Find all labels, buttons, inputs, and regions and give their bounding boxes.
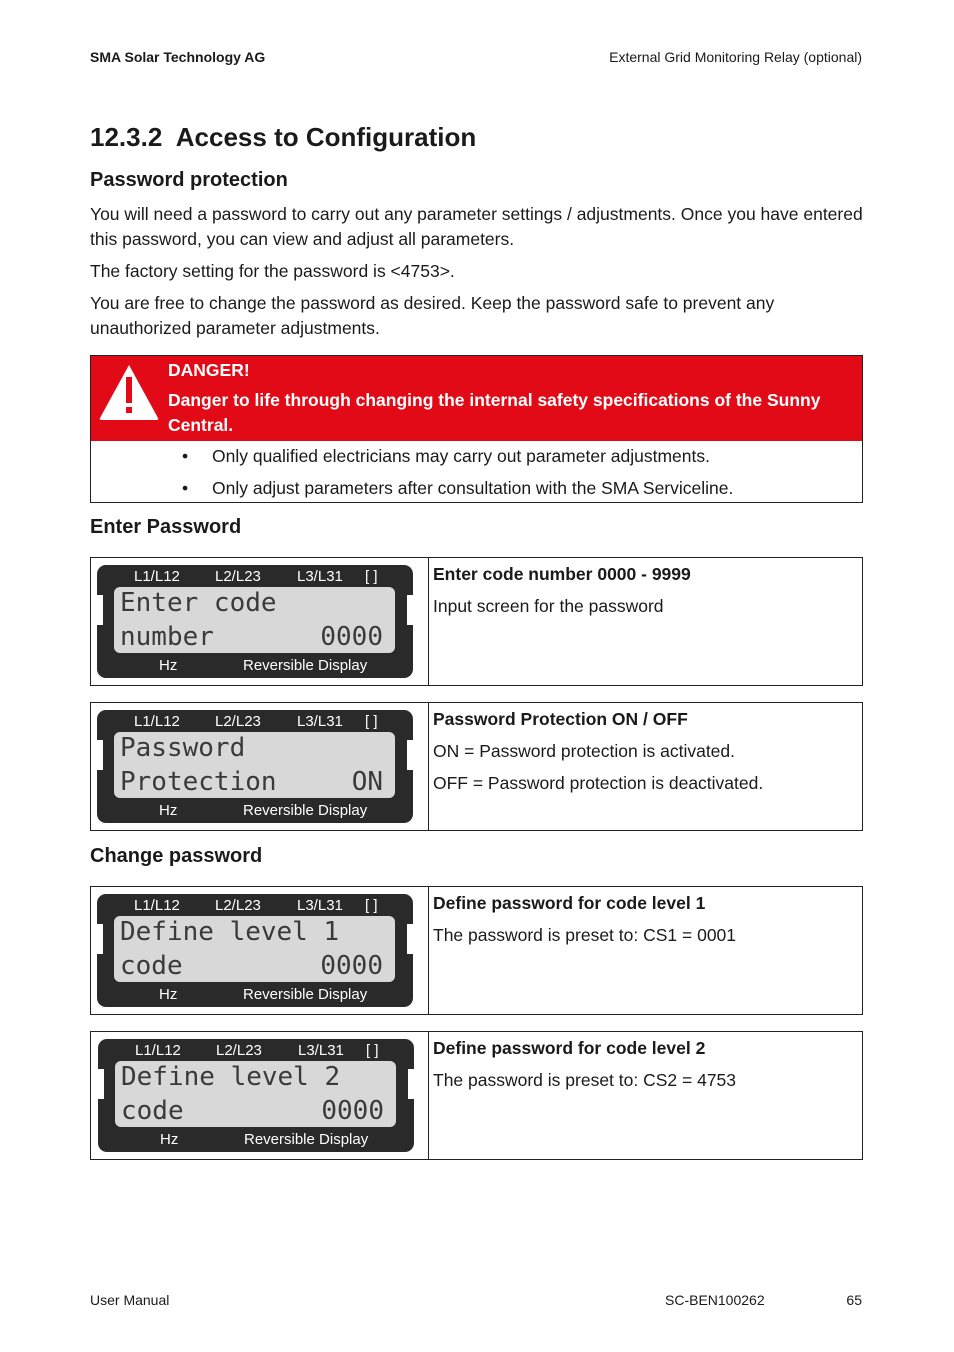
phase-label: L2/L23	[215, 568, 261, 585]
display-side-marker	[97, 595, 103, 625]
display-side-marker	[408, 1069, 414, 1099]
subheading-password-protection: Password protection	[90, 169, 288, 191]
description-title: Define password for code level 2	[433, 1038, 706, 1058]
reversible-display-label: Reversible Display	[243, 657, 368, 674]
panel-define-level-1	[90, 886, 863, 1015]
description-cell	[433, 707, 858, 795]
header-chapter: External Grid Monitoring Relay (optional)	[609, 49, 862, 65]
description-cell	[433, 562, 858, 618]
paragraph-change-password: You are free to change the password as desired. Keep the password safe to prevent any unauthorized parameter adjustments.	[90, 293, 775, 338]
panel-enter-code	[90, 557, 863, 686]
reversible-display-label: Reversible Display	[243, 986, 368, 1003]
description-line: ON = Password protection is activated.	[433, 741, 736, 761]
display-cell	[91, 703, 429, 830]
description-title: Password Protection ON / OFF	[433, 709, 688, 729]
footer-doc-id: SC-BEN100262	[665, 1292, 765, 1308]
danger-list-item: • Only qualified electricians may carry out parameter adjustments.	[91, 444, 862, 476]
lcd-line-2-value: 0000	[320, 951, 383, 981]
description-line: The password is preset to: CS1 = 0001	[433, 925, 737, 945]
display-phase-row	[97, 897, 413, 917]
hz-label: Hz	[159, 657, 178, 674]
phase-bracket: [ ]	[366, 1042, 379, 1059]
header-company: SMA Solar Technology AG	[90, 49, 266, 65]
lcd-line-2-text: code	[120, 951, 183, 981]
hz-label: Hz	[160, 1131, 179, 1148]
description-line: Input screen for the password	[433, 596, 664, 616]
display-cell	[91, 1032, 429, 1159]
lcd-line-1: Define level 2	[121, 1062, 341, 1092]
lcd-screen	[114, 732, 395, 798]
footer-doc-type: User Manual	[90, 1292, 170, 1308]
phase-bracket: [ ]	[365, 713, 378, 730]
display-side-marker	[407, 740, 413, 770]
lcd-line-1: Enter code	[120, 588, 277, 618]
display-bottom-row	[97, 986, 413, 1006]
lcd-line-2	[121, 1095, 384, 1127]
phase-label: L3/L31	[297, 568, 343, 585]
display-cell	[91, 558, 429, 685]
display-side-marker	[97, 740, 103, 770]
subheading-change-password: Change password	[90, 845, 263, 867]
phase-label: L1/L12	[135, 1042, 181, 1059]
display-phase-row	[97, 568, 413, 588]
subheading-enter-password: Enter Password	[90, 516, 242, 538]
phase-bracket: [ ]	[365, 568, 378, 585]
lcd-display	[97, 710, 413, 823]
lcd-display	[98, 1039, 414, 1152]
lcd-screen	[114, 587, 395, 653]
lcd-line-2-text: code	[121, 1096, 184, 1126]
lcd-display	[97, 894, 413, 1007]
lcd-line-2	[120, 621, 383, 653]
description-title: Enter code number 0000 - 9999	[433, 564, 691, 584]
display-cell	[91, 887, 429, 1014]
lcd-line-1: Define level 1	[120, 917, 340, 947]
description-title: Define password for code level 1	[433, 893, 706, 913]
lcd-line-2-value: ON	[351, 767, 383, 797]
paragraph-factory-setting: The factory setting for the password is <4753>.	[90, 261, 455, 281]
paragraph-password-needed: You will need a password to carry out any parameter settings / adjustments. Once you have entered this password, you can view and adjust all parameters.	[90, 204, 863, 249]
panel-password-protection	[90, 702, 863, 831]
danger-label: DANGER!	[168, 360, 250, 380]
lcd-screen	[115, 1061, 396, 1127]
lcd-line-2-text: number	[120, 622, 214, 652]
footer-page-number: 65	[846, 1292, 862, 1308]
hz-label: Hz	[159, 802, 178, 819]
reversible-display-label: Reversible Display	[243, 802, 368, 819]
description-cell	[433, 891, 858, 947]
display-side-marker	[98, 1069, 104, 1099]
display-phase-row	[98, 1042, 414, 1062]
lcd-line-2	[120, 766, 383, 798]
display-side-marker	[407, 924, 413, 954]
reversible-display-label: Reversible Display	[244, 1131, 369, 1148]
display-side-marker	[97, 924, 103, 954]
phase-label: L2/L23	[215, 897, 261, 914]
warning-triangle-icon	[97, 362, 161, 422]
lcd-line-2-text: Protection	[120, 767, 277, 797]
phase-label: L3/L31	[297, 713, 343, 730]
display-bottom-row	[97, 802, 413, 822]
lcd-display	[97, 565, 413, 678]
lcd-screen	[114, 916, 395, 982]
display-phase-row	[97, 713, 413, 733]
danger-box	[90, 355, 863, 503]
hz-label: Hz	[159, 986, 178, 1003]
phase-label: L1/L12	[134, 713, 180, 730]
description-line: OFF = Password protection is deactivated.	[433, 773, 764, 793]
display-side-marker	[407, 595, 413, 625]
phase-label: L1/L12	[134, 897, 180, 914]
panel-define-level-2	[90, 1031, 863, 1160]
lcd-line-2-value: 0000	[321, 1096, 384, 1126]
lcd-line-2-value: 0000	[320, 622, 383, 652]
display-bottom-row	[98, 1131, 414, 1151]
section-title: 12.3.2 Access to Configuration	[90, 122, 477, 152]
display-bottom-row	[97, 657, 413, 677]
danger-title: Danger to life through changing the internal safety specifications of the Sunny Central.	[168, 390, 821, 435]
phase-label: L2/L23	[215, 713, 261, 730]
danger-list	[91, 444, 862, 508]
phase-label: L2/L23	[216, 1042, 262, 1059]
description-line: The password is preset to: CS2 = 4753	[433, 1070, 737, 1090]
lcd-line-1: Password	[120, 733, 246, 763]
description-cell	[433, 1036, 858, 1092]
phase-label: L1/L12	[134, 568, 180, 585]
phase-label: L3/L31	[297, 897, 343, 914]
phase-label: L3/L31	[298, 1042, 344, 1059]
danger-header	[91, 356, 862, 441]
lcd-line-2	[120, 950, 383, 982]
danger-list-item: • Only adjust parameters after consultation with the SMA Serviceline.	[91, 476, 862, 508]
phase-bracket: [ ]	[365, 897, 378, 914]
